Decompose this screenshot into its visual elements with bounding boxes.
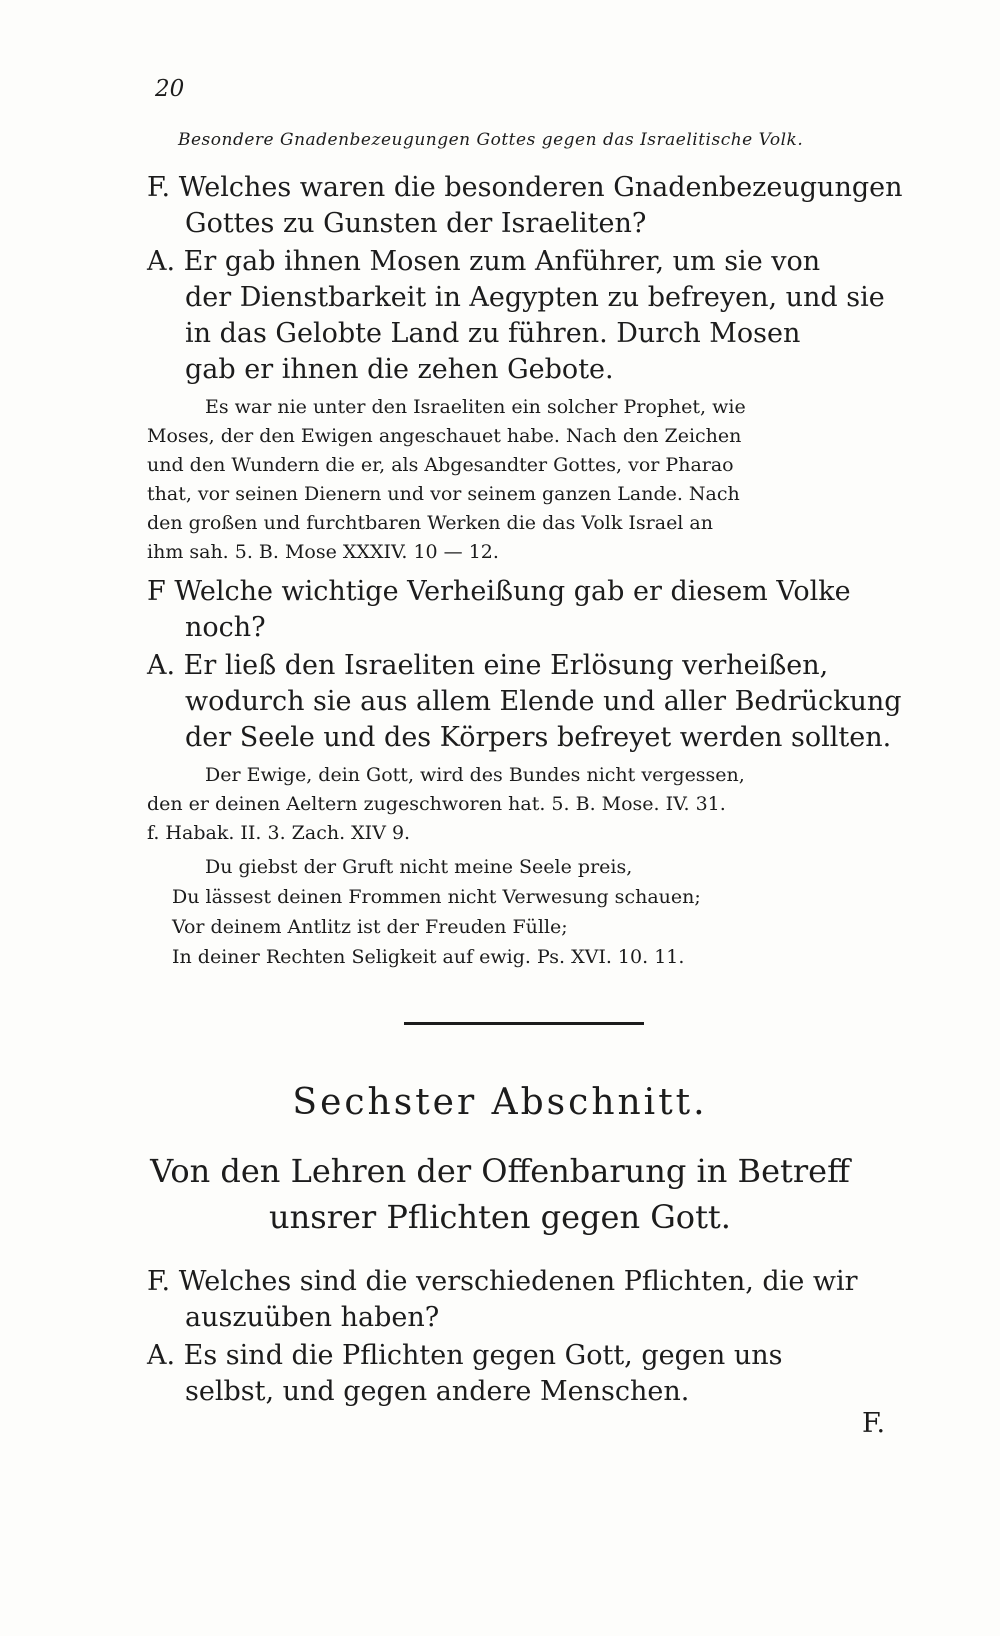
question-2-line-1: F Welche wichtige Verheißung gab er diesem Volke [147,576,851,607]
section-divider [404,1022,644,1025]
note-1-line-4: that, vor seinen Dienern und vor seinem ganzen Lande. Nach [147,483,740,505]
answer-3-line-2: selbst, und gegen andere Menschen. [185,1376,690,1407]
note-1-line-6: ihm sah. 5. B. Mose XXXIV. 10 — 12. [147,541,499,563]
question-1-line-1: F. Welches waren die besonderen Gnadenbezeugungen [147,172,903,203]
answer-1-line-1: A. Er gab ihnen Mosen zum Anführer, um sie von [147,246,821,277]
catchword: F. [862,1408,886,1439]
verse-line-1: Du giebst der Gruft nicht meine Seele preis, [205,856,633,878]
answer-2-line-3: der Seele und des Körpers befreyet werden sollten. [185,722,892,753]
note-2-line-2: den er deinen Aeltern zugeschworen hat. 5. B. Mose. IV. 31. [147,793,726,815]
answer-2-line-2: wodurch sie aus allem Elende und aller Bedrückung [185,686,902,717]
note-1-line-5: den großen und furchtbaren Werken die das Volk Israel an [147,512,713,534]
note-2-line-1: Der Ewige, dein Gott, wird des Bundes nicht vergessen, [205,764,745,786]
note-1-line-1: Es war nie unter den Israeliten ein solcher Prophet, wie [205,396,746,418]
page-number: 20 [155,76,185,102]
section-subtitle-line-1: Von den Lehren der Offenbarung in Betreff [150,1152,850,1190]
question-3-line-1: F. Welches sind die verschiedenen Pflichten, die wir [147,1266,858,1297]
answer-3-line-1: A. Es sind die Pflichten gegen Gott, gegen uns [147,1340,783,1371]
verse-line-4: In deiner Rechten Seligkeit auf ewig. Ps. XVI. 10. 11. [172,946,685,968]
answer-2-line-1: A. Er ließ den Israeliten eine Erlösung verheißen, [147,650,829,681]
running-head: Besondere Gnadenbezeugungen Gottes gegen das Israelitische Volk. [178,130,804,150]
note-2-line-3: f. Habak. II. 3. Zach. XIV 9. [147,822,411,844]
note-1-line-2: Moses, der den Ewigen angeschauet habe. Nach den Zeichen [147,425,742,447]
answer-1-line-3: in das Gelobte Land zu führen. Durch Mosen [185,318,801,349]
verse-line-3: Vor deinem Antlitz ist der Freuden Fülle; [172,916,568,938]
note-1-line-3: und den Wundern die er, als Abgesandter Gottes, vor Pharao [147,454,734,476]
question-1-line-2: Gottes zu Gunsten der Israeliten? [185,208,647,239]
section-subtitle-line-2: unsrer Pflichten gegen Gott. [269,1198,731,1236]
answer-1-line-2: der Dienstbarkeit in Aegypten zu befreyen, und sie [185,282,885,313]
question-3-line-2: auszuüben haben? [185,1302,440,1333]
answer-1-line-4: gab er ihnen die zehen Gebote. [185,354,614,385]
question-2-line-2: noch? [185,612,266,643]
section-title: Sechster Abschnitt. [292,1082,708,1123]
verse-line-2: Du lässest deinen Frommen nicht Verwesung schauen; [172,886,701,908]
